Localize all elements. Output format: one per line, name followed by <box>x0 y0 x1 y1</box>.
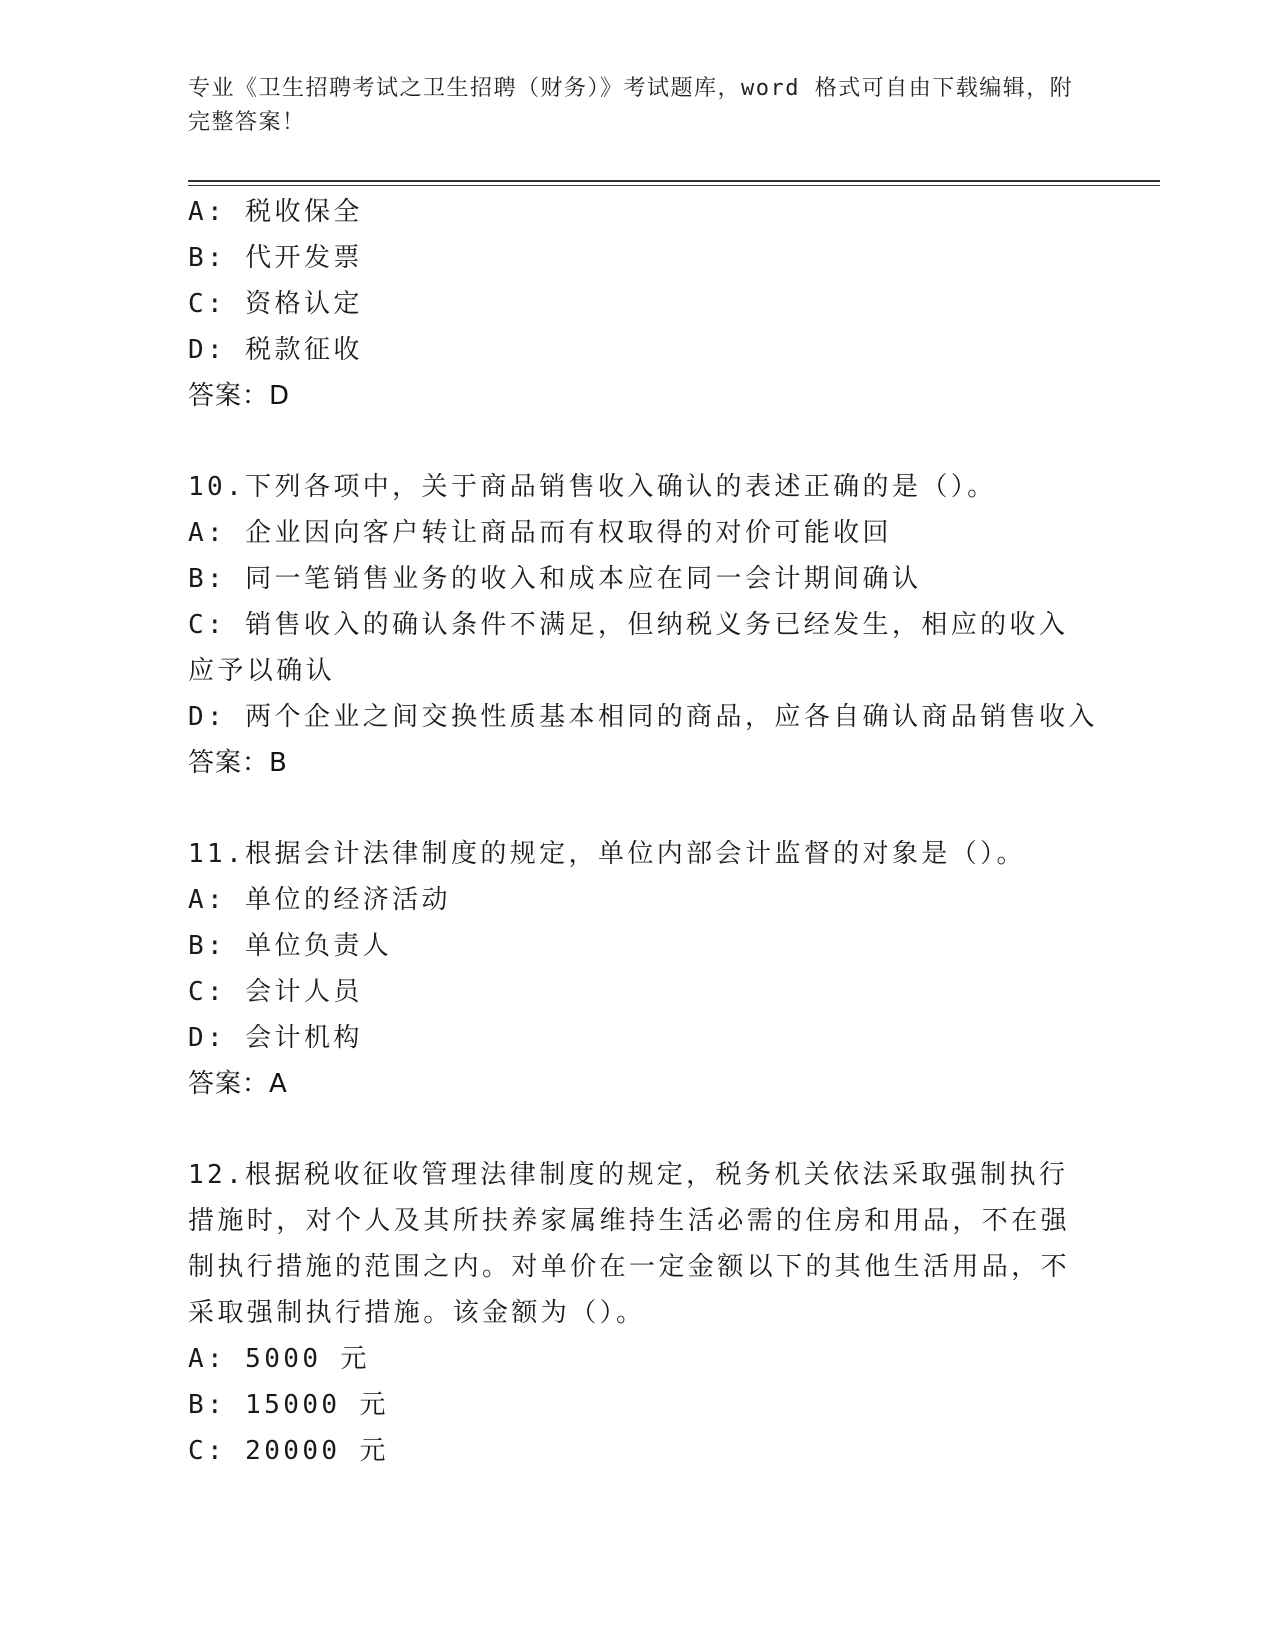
spacer <box>188 786 1088 831</box>
document-header: 专业《卫生招聘考试之卫生招聘（财务）》考试题库，word 格式可自由下载编辑，附完整答案！ <box>188 76 1074 135</box>
option-b: B: 同一笔销售业务的收入和成本应在同一会计期间确认 <box>188 564 922 594</box>
question-stem: 10.下列各项中，关于商品销售收入确认的表述正确的是（）。 <box>188 472 997 502</box>
option-a: A: 企业因向客户转让商品而有权取得的对价可能收回 <box>188 518 892 548</box>
header-rule-thin <box>188 185 1160 186</box>
question-block <box>188 831 1088 1107</box>
option-a: A: 5000 元 <box>188 1344 370 1374</box>
option-b: B: 单位负责人 <box>188 931 393 961</box>
option-b: B: 15000 元 <box>188 1390 389 1420</box>
spacer <box>188 1107 1088 1152</box>
option-d: D: 会计机构 <box>188 1023 363 1053</box>
answer-label: 答案：B <box>188 748 288 778</box>
question-stem: 11.根据会计法律制度的规定，单位内部会计监督的对象是（）。 <box>188 839 1026 869</box>
spacer <box>188 419 1088 464</box>
answer-label: 答案：D <box>188 381 291 411</box>
option-a: A: 单位的经济活动 <box>188 885 451 915</box>
question-list <box>188 189 1098 1474</box>
option-c: C: 销售收入的确认条件不满足，但纳税义务已经发生，相应的收入应予以确认 <box>188 610 1069 686</box>
option-d: D: 两个企业之间交换性质基本相同的商品，应各自确认商品销售收入 <box>188 702 1098 732</box>
question-block <box>188 1152 1088 1474</box>
option-c: C: 会计人员 <box>188 977 363 1007</box>
option-b: B: 代开发票 <box>188 243 363 273</box>
question-block <box>188 464 1098 786</box>
answer-label: 答案：A <box>188 1069 288 1099</box>
option-a: A: 税收保全 <box>188 197 363 227</box>
question-block <box>188 189 1088 419</box>
option-c: C: 资格认定 <box>188 289 363 319</box>
option-c: C: 20000 元 <box>188 1436 389 1466</box>
header-rule-thick <box>188 180 1160 182</box>
option-d: D: 税款征收 <box>188 335 363 365</box>
question-stem: 12.根据税收征收管理法律制度的规定，税务机关依法采取强制执行措施时，对个人及其所扶养家属维持生活必需的住房和用品，不在强制执行措施的范围之内。对单价在一定金额以下的其他生活用品，不采取强制执行措施。该金额为（）。 <box>188 1160 1071 1328</box>
